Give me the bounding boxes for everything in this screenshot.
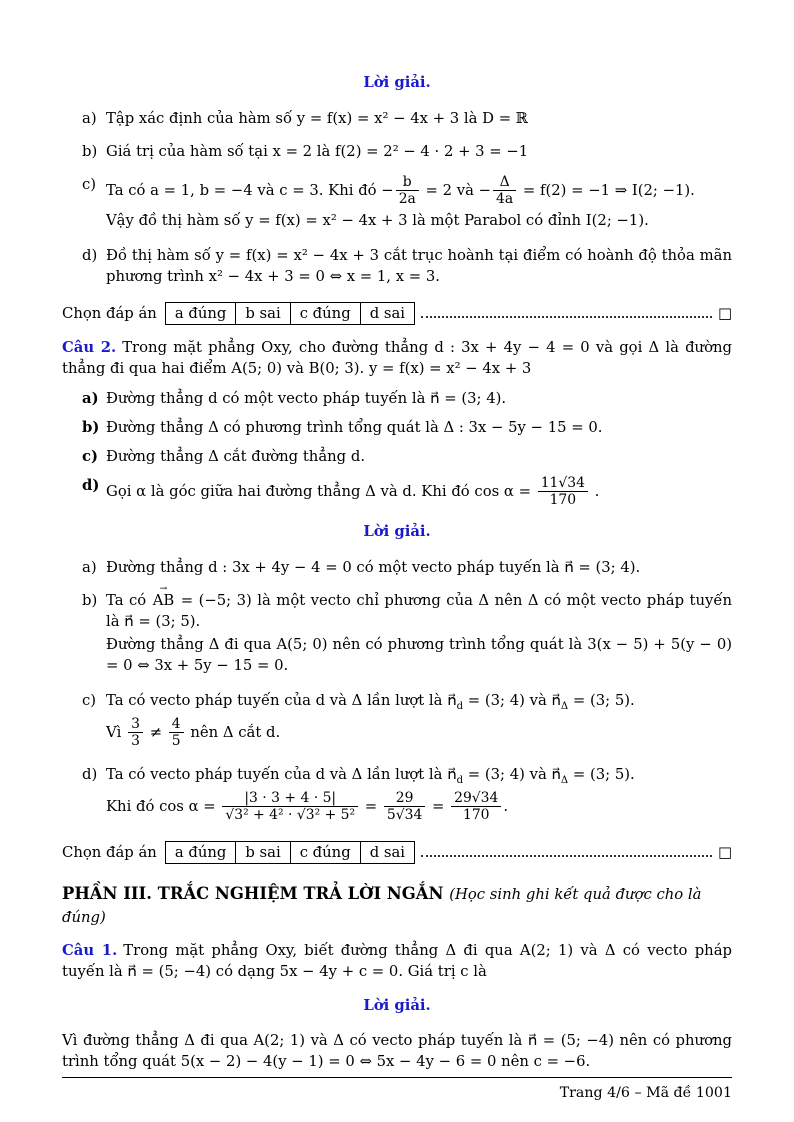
text-run: Ta có a = 1, b = −4 và c = 3. Khi đó − [106, 181, 394, 199]
answer-box-a: a đúng [174, 304, 227, 322]
fraction-denominator: 170 [549, 492, 577, 509]
sol1-item-c [62, 174, 732, 233]
text-run: Gọi α là góc giữa hai đường thẳng Δ và d. Khi đó cos α = [106, 482, 536, 500]
subscript: d [456, 700, 464, 712]
text-run: = 2 và − [420, 181, 492, 199]
item-label: a) [82, 558, 97, 576]
item-text [106, 690, 732, 752]
text-run: Ta có [106, 591, 152, 609]
fraction-numerator: 3 [128, 716, 143, 733]
fraction-denominator: 3 [131, 733, 140, 750]
item-label: c) [82, 447, 99, 465]
fraction-numerator: |3 · 3 + 4 · 5| [222, 790, 358, 807]
fraction [538, 475, 588, 509]
cau2-item-c [62, 446, 732, 467]
fraction-numerator: 29√34 [451, 790, 501, 807]
answer-boxes [165, 302, 415, 325]
item-label: d) [82, 476, 100, 494]
text-run: = [360, 797, 382, 815]
sol2-item-d [62, 764, 732, 826]
text-run: = (3; 4) và [463, 765, 552, 783]
answer-box-d: d sai [360, 303, 414, 324]
answer-box-d: d sai [360, 842, 414, 863]
vector-name: AB [152, 591, 175, 609]
cau2-item-d [62, 475, 732, 509]
item-label: c) [82, 176, 97, 193]
sol1-item-a [62, 108, 732, 129]
item-text [106, 764, 732, 826]
item-text [106, 590, 732, 678]
item-label: c) [82, 691, 97, 709]
math-line [106, 790, 732, 824]
fraction-numerator: 11√34 [538, 475, 588, 492]
text-run: Vì [106, 723, 127, 741]
answer-box-a: a đúng [174, 843, 227, 861]
text-run: = (3; 5). [568, 691, 635, 709]
subscript: Δ [560, 774, 569, 786]
text-run: Ta có vecto pháp tuyến của d và Δ lần lượt là [106, 691, 448, 709]
vector-n-delta: n⃗ [551, 691, 561, 709]
text-run: Ta có vecto pháp tuyến của d và Δ lần lượt là [106, 765, 448, 783]
text-run: = (3; 5). [568, 765, 635, 783]
text-run: = (−5; 3) là một vecto chỉ phương của Δ nên Δ có một vecto pháp tuyến là n⃗ = (3; 5). [106, 591, 732, 630]
item-text: Giá trị của hàm số tại x = 2 là f(2) = 2² − 4 · 2 + 3 = −1 [106, 143, 529, 160]
qed-square: □ [718, 304, 732, 322]
question-text: Trong mặt phẳng Oxy, biết đường thẳng Δ đi qua A(2; 1) và Δ có vecto pháp tuyến là n⃗ = (5; −4) có dạng 5x − 4y + c = 0. Giá trị c là [62, 942, 732, 981]
item-text: Đường thẳng d có một vecto pháp tuyến là n⃗ = (3; 4). [106, 389, 507, 407]
text-run: Khi đó cos α = [106, 797, 221, 815]
section-note: (Học sinh ghi kết quả được cho là đúng) [62, 885, 702, 927]
question-text: Trong mặt phẳng Oxy, cho đường thẳng d : 3x + 4y − 4 = 0 và gọi Δ là đường thẳng đi qua hai điểm A(5; 0) và B(0; 3). y = f(x) = x² − 4x + 3 [62, 338, 732, 377]
fraction-denominator: 5 [171, 733, 181, 750]
text-line: Đường thẳng Δ đi qua A(5; 0) nên có phương trình tổng quát là 3(x − 5) + 5(y − 0) = 0 ⇔ 3x + 5y − 15 = 0. [106, 635, 732, 674]
answer-row-1 [62, 302, 732, 325]
sol2-item-a [62, 557, 732, 578]
solution-heading-3: Lời giải. [363, 997, 431, 1015]
text-run: = (3; 4) và [463, 691, 552, 709]
fraction-numerator: b [396, 174, 419, 191]
fraction-denominator: √3² + 4² · √3² + 5² [225, 807, 356, 824]
text-run: . [589, 482, 600, 500]
fraction-denominator: 2a [398, 191, 416, 208]
qed-square: □ [718, 843, 732, 861]
item-label: b) [82, 591, 98, 609]
cau2-statement [62, 337, 732, 379]
item-text [106, 475, 732, 509]
vector-n-d: n⃗ [447, 765, 457, 783]
subscript: d [456, 774, 464, 786]
dotted-leader [421, 316, 712, 318]
fraction [128, 716, 143, 750]
answer-box-b: b sai [235, 842, 289, 863]
vector-AB [152, 590, 176, 611]
item-label: a) [82, 110, 97, 127]
item-label: a) [82, 389, 99, 407]
item-label: b) [82, 418, 100, 436]
vector-n-delta: n⃗ [551, 765, 561, 783]
fraction-numerator: Δ [493, 174, 516, 191]
cau2-item-a [62, 388, 732, 409]
item-label: d) [82, 765, 98, 783]
question-number: Câu 1. [62, 942, 118, 960]
item-text: Đường thẳng Δ có phương trình tổng quát là Δ : 3x − 5y − 15 = 0. [106, 418, 603, 436]
math-line [106, 174, 695, 208]
page-footer [62, 1077, 732, 1103]
section-title: PHẦN III. TRẮC NGHIỆM TRẢ LỜI NGẮN [62, 883, 444, 903]
text-run: = f(2) = −1 ⇒ I(2; −1). [518, 181, 695, 199]
item-label: d) [82, 246, 98, 264]
fraction-numerator: 4 [169, 716, 184, 733]
sol1-item-b [62, 141, 732, 162]
dotted-leader [421, 855, 712, 857]
answer-label: Chọn đáp án [62, 843, 157, 861]
answer-box-b: b sai [235, 303, 289, 324]
answer-row-2 [62, 841, 732, 864]
cau1-statement [62, 940, 732, 982]
page-number: Trang 4/6 – Mã đề 1001 [559, 1085, 732, 1102]
text-line [106, 765, 635, 786]
text-line [106, 691, 635, 712]
sol3-text: Vì đường thẳng Δ đi qua A(2; 1) và Δ có vecto pháp tuyến là n⃗ = (5; −4) nên có phương trình tổng quát 5(x − 2) − 4(y − 1) = 0 ⇔ 5x − 4y − 6 = 0 nên c = −6. [62, 1032, 732, 1071]
fraction [493, 174, 516, 208]
subscript: Δ [560, 700, 569, 712]
item-text: Tập xác định của hàm số y = f(x) = x² − 4x + 3 là D = ℝ [106, 110, 529, 127]
fraction [384, 790, 425, 824]
section-heading-part3 [62, 882, 732, 929]
fraction-denominator: 170 [462, 807, 490, 824]
answer-box-c: c đúng [290, 842, 360, 863]
answer-boxes [165, 841, 415, 864]
fraction-denominator: 4a [496, 191, 514, 208]
fraction-numerator: 29 [384, 790, 425, 807]
text-run: ≠ [144, 723, 167, 741]
item-text: Đường thẳng d : 3x + 4y − 4 = 0 có một vecto pháp tuyến là n⃗ = (3; 4). [106, 558, 641, 576]
answer-label: Chọn đáp án [62, 304, 157, 322]
text-line [106, 592, 732, 630]
text-run: = [427, 797, 450, 815]
solution-heading-2: Lời giải. [363, 522, 431, 540]
item-text: Đường thẳng Δ cắt đường thẳng d. [106, 447, 366, 465]
fraction-denominator: 5√34 [386, 807, 423, 824]
math-line [106, 716, 732, 750]
sol2-item-b [62, 590, 732, 678]
text-run: nên Δ cắt d. [185, 723, 281, 741]
solution-heading-1: Lời giải. [363, 74, 431, 91]
vector-n-d: n⃗ [447, 691, 457, 709]
text-line: Vậy đồ thị hàm số y = f(x) = x² − 4x + 3 là một Parabol có đỉnh I(2; −1). [106, 211, 649, 229]
cau2-item-b [62, 417, 732, 438]
sol1-item-d [62, 245, 732, 287]
fraction [169, 716, 184, 750]
item-text [106, 174, 732, 233]
fraction [396, 174, 419, 208]
question-number: Câu 2. [62, 338, 117, 356]
item-text: Đồ thị hàm số y = f(x) = x² − 4x + 3 cắt trục hoành tại điểm có hoành độ thỏa mãn phương trình x² − 4x + 3 = 0 ⇔ x = 1, x = 3. [106, 246, 732, 285]
text-run: . [503, 797, 509, 815]
fraction [222, 790, 358, 824]
sol2-item-c [62, 690, 732, 752]
item-label: b) [82, 143, 98, 160]
fraction [451, 790, 501, 824]
answer-box-c: c đúng [290, 303, 360, 324]
